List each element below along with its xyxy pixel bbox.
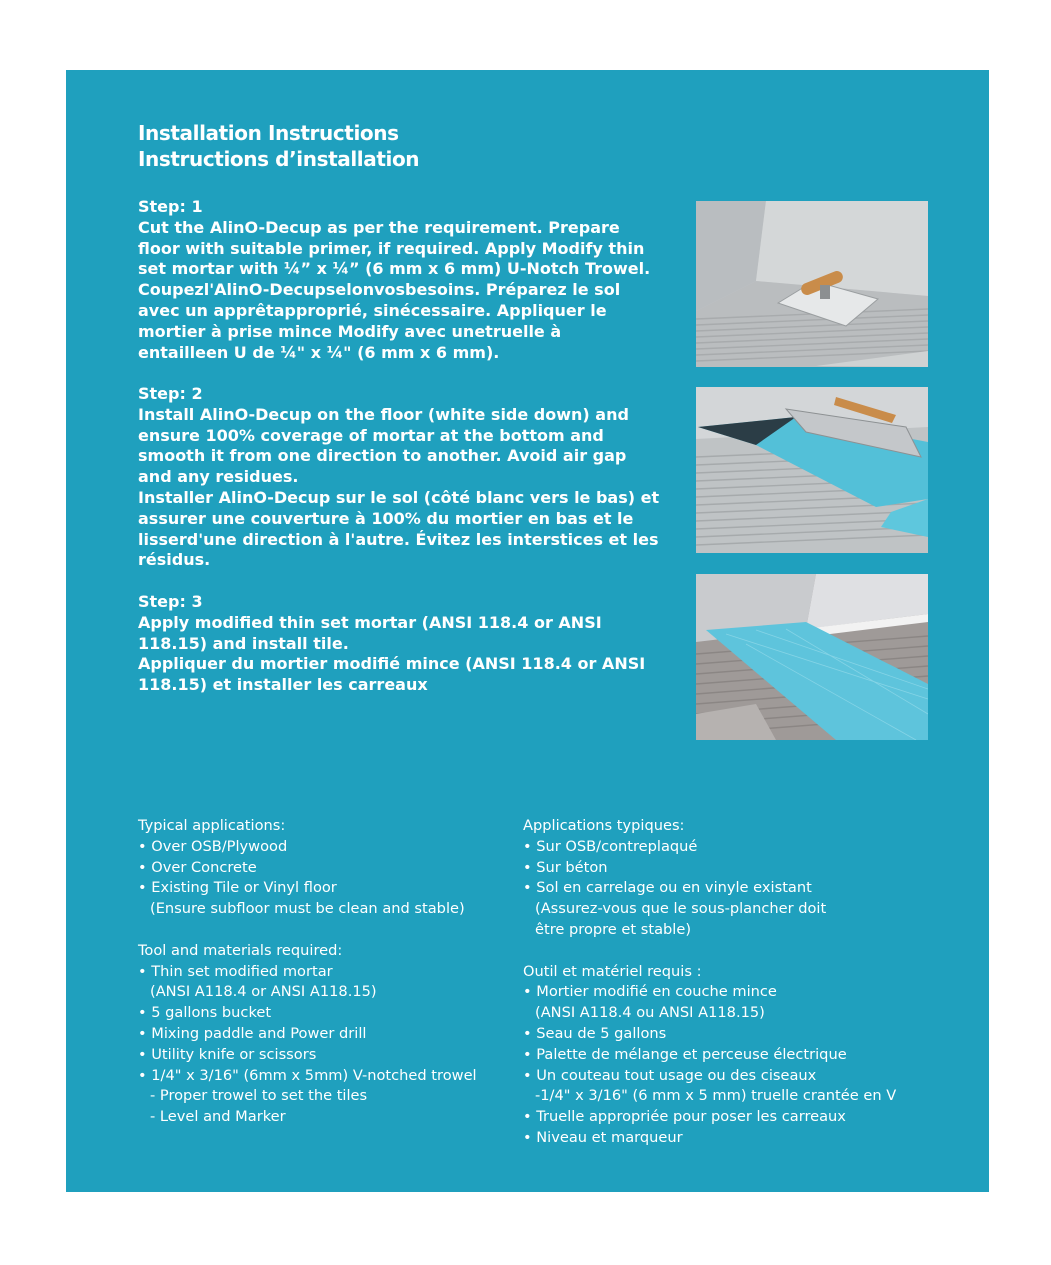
list-item: • Palette de mélange et perceuse électrique xyxy=(523,1045,847,1063)
french-notes xyxy=(523,816,896,1149)
step-1 xyxy=(138,197,668,363)
list-item: -1/4" x 3/16" (6 mm x 5 mm) truelle crantée en V xyxy=(535,1087,897,1105)
list-item: • Sur OSB/contreplaqué xyxy=(523,837,698,855)
list-item: • Utility knife or scissors xyxy=(138,1045,317,1063)
step-2 xyxy=(138,384,668,571)
list-item: • Over OSB/Plywood xyxy=(138,837,288,855)
step-2-line: lisserd'une direction à l'autre. Évitez les interstices et les xyxy=(138,529,659,549)
list-item: (ANSI A118.4 ou ANSI A118.15) xyxy=(535,1004,765,1022)
list-item: (Assurez-vous que le sous-plancher doit xyxy=(535,900,827,918)
tile-install-photo-icon xyxy=(696,574,928,740)
step-2-line: Installer AlinO-Decup sur le sol (côté blanc vers le bas) et xyxy=(138,487,660,507)
step-2-label: Step: 2 xyxy=(138,384,203,403)
step-1-label: Step: 1 xyxy=(138,197,203,216)
title-english: Installation Instructions xyxy=(138,121,399,145)
step-1-line: Coupezl'AlinO-Decupselonvosbesoins. Préparez le sol xyxy=(138,280,621,300)
list-item: • Truelle appropriée pour poser les carreaux xyxy=(523,1108,846,1126)
step-1-line: floor with suitable primer, if required. Apply Modify thin xyxy=(138,238,645,258)
list-item: (Ensure subfloor must be clean and stable) xyxy=(150,900,465,918)
step-1-line: Cut the AlinO-Decup as per the requirement. Prepare xyxy=(138,217,620,237)
step-3-line: Apply modified thin set mortar (ANSI 118.4 or ANSI xyxy=(138,612,602,632)
list-item: • Mortier modifié en couche mince xyxy=(523,983,777,1001)
applications-heading: Applications typiques: xyxy=(523,817,685,834)
list-item: • Sol en carrelage ou en vinyle existant xyxy=(523,879,812,897)
step-2-line: and any residues. xyxy=(138,467,299,487)
trowel-on-mortar-photo-icon xyxy=(696,201,928,367)
list-item: • Thin set modified mortar xyxy=(138,962,333,980)
list-item: • Mixing paddle and Power drill xyxy=(138,1024,367,1042)
english-notes xyxy=(138,816,477,1128)
title-french: Instructions d’installation xyxy=(138,147,420,171)
applications-heading: Typical applications: xyxy=(138,817,286,834)
tools-heading: Tool and materials required: xyxy=(138,941,343,959)
step-2-line: assurer une couverture à 100% du mortier en bas et le xyxy=(138,508,634,528)
list-item: • Sur béton xyxy=(523,858,608,876)
step-1-line: entailleen U de ¼" x ¼" (6 mm x 6 mm). xyxy=(138,342,500,362)
step-1-line: set mortar with ¼” x ¼” (6 mm x 6 mm) U-Notch Trowel. xyxy=(138,259,651,279)
step-3-label: Step: 3 xyxy=(138,592,203,611)
list-item: • Seau de 5 gallons xyxy=(523,1024,667,1042)
step-3-line: 118.15) et installer les carreaux xyxy=(138,675,428,695)
step-3-line: Appliquer du mortier modifié mince (ANSI 118.4 or ANSI xyxy=(138,654,646,674)
step-2-line: Install AlinO-Decup on the floor (white side down) and xyxy=(138,404,629,424)
list-item: • 1/4" x 3/16" (6mm x 5mm) V-notched trowel xyxy=(138,1066,477,1084)
list-item: • Un couteau tout usage ou des ciseaux xyxy=(523,1066,817,1084)
list-item: (ANSI A118.4 or ANSI A118.15) xyxy=(150,983,377,1001)
list-item: • Niveau et marqueur xyxy=(523,1128,683,1146)
list-item: • 5 gallons bucket xyxy=(138,1004,272,1022)
step-1-line: mortier à prise mince Modify avec unetruelle à xyxy=(138,321,562,341)
list-item: être propre et stable) xyxy=(535,920,692,938)
step-1-line: avec un apprêtapproprié, sinécessaire. Appliquer le xyxy=(138,300,607,320)
step-3 xyxy=(138,592,668,696)
page-title xyxy=(138,120,419,172)
list-item: - Proper trowel to set the tiles xyxy=(150,1087,368,1105)
list-item: • Existing Tile or Vinyl floor xyxy=(138,879,337,897)
step-3-line: 118.15) and install tile. xyxy=(138,633,349,653)
step-2-line: smooth it from one direction to another. Avoid air gap xyxy=(138,446,627,466)
list-item: - Level and Marker xyxy=(150,1108,286,1126)
step-2-line: ensure 100% coverage of mortar at the bottom and xyxy=(138,425,604,445)
tools-heading: Outil et matériel requis : xyxy=(523,962,702,980)
membrane-install-photo-icon xyxy=(696,387,928,553)
instruction-panel xyxy=(66,70,989,1192)
step-2-line: résidus. xyxy=(138,550,211,570)
list-item: • Over Concrete xyxy=(138,858,257,876)
